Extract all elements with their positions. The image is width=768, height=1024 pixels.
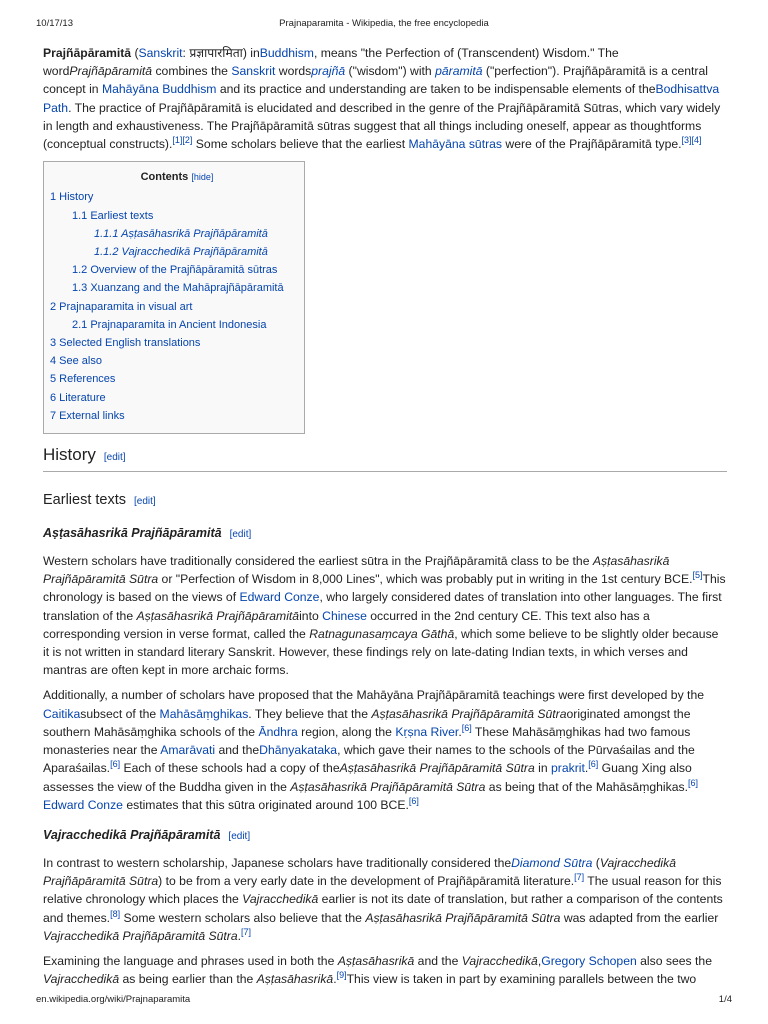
andhra-link[interactable]: Āndhra	[258, 724, 298, 739]
print-page-number: 1/4	[718, 994, 732, 1005]
table-of-contents	[43, 161, 305, 434]
mahayana-sutras-link[interactable]: Mahāyāna sūtras	[408, 137, 503, 152]
toc-item[interactable]: 5 References	[50, 373, 116, 386]
ref-6[interactable]: [6]	[110, 759, 121, 770]
diamond-sutra-link[interactable]: Diamond Sūtra	[511, 855, 593, 870]
ref-8[interactable]: [8]	[110, 908, 121, 919]
toc-hide-link[interactable]: [hide]	[191, 172, 214, 183]
dhanyakataka-link[interactable]: Dhānyakataka	[259, 743, 338, 758]
caitika-link[interactable]: Caitika	[43, 706, 81, 721]
toc-item[interactable]: 1.3 Xuanzang and the Mahāprajñāpāramitā	[72, 282, 284, 295]
paragraph-astasahasrika-2: Additionally, a number of scholars have proposed that the Mahāyāna Prajñāpāramitā teachings were first developed by the Caitikasubsect of the Mahāsāṃghikas. They believe that the Aṣṭasāhasrikā Prajñāpāramitā Sūtraoriginated amongst the southern Mahāsāṃghika schools of the Āndhra region, along the Kṛṣna River.[6] These Mahāsāṃghikas had two famous monasteries near the Amarāvati and theDhānyakataka, which gave their names to the schools of the Pūrvaśailas and the Aparaśailas.[6] Each of these schools had a copy of theAṣṭasāhasrikā Prajñāpāramitā Sūtra in prakrit.[6] Guang Xing also assesses the view of the Buddha given in the Aṣṭasāhasrikā Prajñāpāramitā Sūtra as being that of the Mahāsāṃghikas.[6] Edward Conze estimates that this sūtra originated around 100 BCE.[6]	[43, 688, 704, 812]
paragraph-vajracchedika-2: Examining the language and phrases used in both the Aṣṭasāhasrikā and the Vajracchedikā,Gregory Schopen also sees the Vajracchedikā as being earlier than the Aṣṭasāhasrikā.[9]This view is taken in part by examining parallels between the two	[43, 953, 712, 987]
heading-astasahasrika: Aṣṭasāhasrikā Prajñāpāramitā [edit]	[43, 526, 252, 541]
paragraph-astasahasrika-1: Western scholars have traditionally considered the earliest sūtra in the Prajñāpāramitā class to be the Aṣṭasāhasrikā Prajñāpāramitā Sūtra or "Perfection of Wisdom in 8,000 Lines", which was probably put in writing in the 1st century BCE.[5]This chronology is based on the views of Edward Conze, who largely considered dates of translation into other languages. The first translation of the Aṣṭasāhasrikā Prajñāpāramitāinto Chinese occurred in the 2nd century CE. This text also has a corresponding version in verse format, called the Ratnagunasaṃcaya Gāthā, which some believe to be slightly older because it is not written in standard literary Sanskrit. However, these findings rely on late-dating Indian texts, in which verses and mantras are often kept in more archaic forms.	[43, 554, 726, 678]
ref-6[interactable]: [6]	[408, 795, 419, 806]
toc-item[interactable]: 4 See also	[50, 355, 102, 368]
ref-6[interactable]: [6]	[461, 722, 472, 733]
print-title: Prajnaparamita - Wikipedia, the free encyclopedia	[279, 18, 489, 29]
article-term: Prajñāpāramitā	[43, 46, 132, 60]
toc-item[interactable]: 2.1 Prajnaparamita in Ancient Indonesia	[72, 318, 267, 331]
bodhisattva-path-link[interactable]: Bodhisattva Path	[43, 82, 720, 115]
ref-7[interactable]: [7]	[241, 926, 252, 937]
prajna-link[interactable]: prajñā	[311, 64, 346, 79]
mahasamghikas-link[interactable]: Mahāsāṃghikas	[159, 706, 249, 721]
gregory-schopen-link[interactable]: Gregory Schopen	[541, 953, 637, 968]
toc-item[interactable]: 7 External links	[50, 409, 125, 422]
toc-title: Contents [hide]	[140, 171, 214, 184]
ref-6[interactable]: [6]	[687, 777, 698, 788]
sanskrit-link[interactable]: Sanskrit	[138, 46, 183, 60]
toc-item[interactable]: 6 Literature	[50, 391, 106, 404]
heading-earliest-texts: Earliest texts [edit]	[43, 492, 156, 509]
krsna-river-link[interactable]: Kṛṣna River	[395, 724, 459, 739]
edit-link[interactable]: [edit]	[228, 830, 251, 842]
ref-3-4[interactable]: [3][4]	[681, 134, 702, 145]
toc-item[interactable]: 1.1 Earliest texts	[72, 209, 154, 222]
prakrit-link[interactable]: prakrit	[551, 761, 585, 776]
amaravati-link[interactable]: Amarāvati	[160, 743, 216, 758]
toc-item[interactable]: 1.2 Overview of the Prajñāpāramitā sūtras	[72, 264, 278, 277]
paramita-link[interactable]: pāramitā	[435, 64, 483, 79]
toc-item[interactable]: 2 Prajnaparamita in visual art	[50, 300, 193, 313]
print-url: en.wikipedia.org/wiki/Prajnaparamita	[36, 994, 191, 1005]
ref-9[interactable]: [9]	[336, 970, 347, 981]
edward-conze-link[interactable]: Edward Conze	[239, 590, 320, 605]
toc-item[interactable]: 1 History	[50, 191, 94, 204]
print-date: 10/17/13	[36, 18, 73, 29]
intro-paragraph: Prajñāpāramitā (Sanskrit: प्रज्ञापारमिता) inBuddhism, means "the Perfection of (Transcendent) Wisdom." The wordPrajñāpāramitā combines the Sanskrit wordsprajñā ("wisdom") with pāramitā ("perfection"). Prajñāpāramitā is a central concept in Mahāyāna Buddhism and its practice and understanding are taken to be indispensable elements of theBodhisattva Path. The practice of Prajñāpāramitā is elucidated and described in the genre of the Prajñāpāramitā Sūtras, which vary widely in length and exhaustiveness. The Prajñāpāramitā sūtras suggest that all things including oneself, appear as thoughtforms (conceptual constructs).[1][2] Some scholars believe that the earliest Mahāyāna sūtras were of the Prajñāpāramitā type.[3][4]	[43, 46, 721, 152]
paragraph-vajracchedika-1: In contrast to western scholarship, Japanese scholars have traditionally considered theDiamond Sūtra (Vajracchedikā Prajñāpāramitā Sūtra) to be from a very early date in the development of Prajñāpāramitā literature.[7] The usual reason for this relative chronology which places the Vajracchedikā earlier is not its date of translation, but rather a comparison of the contents and themes.[8] Some western scholars also believe that the Aṣṭasāhasrikā Prajñāpāramitā Sūtra was adapted from the earlier Vajracchedikā Prajñāpāramitā Sūtra.[7]	[43, 855, 723, 943]
heading-vajracchedika: Vajracchedikā Prajñāpāramitā [edit]	[43, 827, 251, 842]
ref-7[interactable]: [7]	[574, 872, 585, 883]
toc-item[interactable]: 3 Selected English translations	[50, 337, 201, 350]
sanskrit-link-2[interactable]: Sanskrit	[231, 64, 276, 79]
edit-link[interactable]: [edit]	[229, 529, 252, 541]
ref-6[interactable]: [6]	[588, 759, 599, 770]
heading-history: History [edit]	[43, 444, 727, 472]
buddhism-link[interactable]: Buddhism	[259, 46, 314, 60]
mahayana-buddhism-link[interactable]: Mahāyāna Buddhism	[101, 82, 217, 97]
ref-1-2[interactable]: [1][2]	[172, 134, 193, 145]
edward-conze-link[interactable]: Edward Conze	[43, 797, 123, 812]
edit-link[interactable]: [edit]	[134, 496, 156, 508]
toc-item[interactable]: 1.1.2 Vajracchedikā Prajñāpāramitā	[94, 246, 268, 259]
chinese-link[interactable]: Chinese	[322, 608, 367, 623]
edit-link[interactable]: [edit]	[103, 452, 126, 464]
ref-5[interactable]: [5]	[692, 570, 703, 581]
article-content	[43, 44, 727, 995]
toc-item[interactable]: 1.1.1 Aṣṭasāhasrikā Prajñāpāramitā	[94, 227, 268, 240]
